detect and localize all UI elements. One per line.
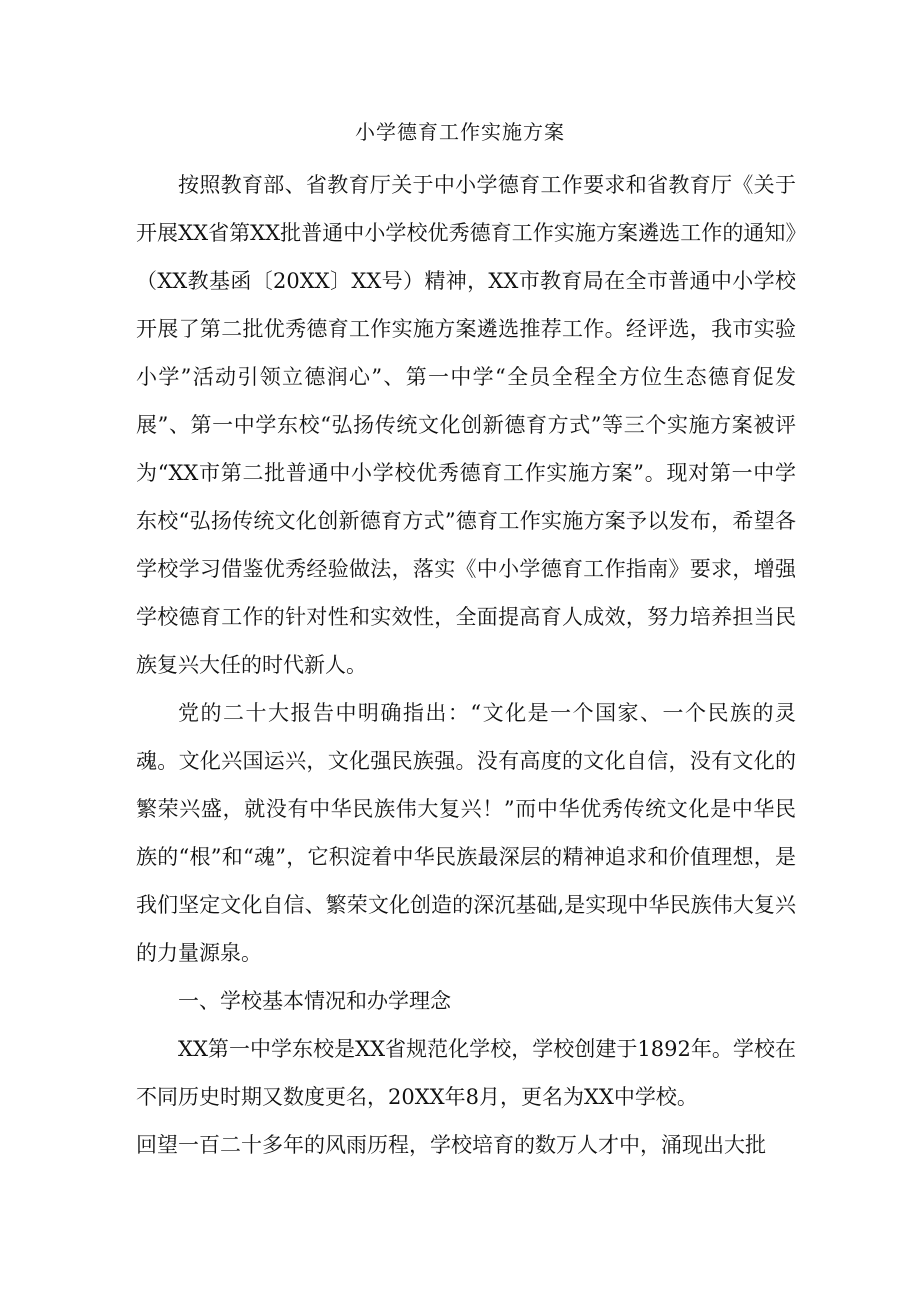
intro-paragraph: 按照教育部、省教育厅关于中小学德育工作要求和省教育厅《关于开展XX省第XX批普通中小学校优秀德育工作实施方案遴选工作的通知》（XX教基函〔20XX〕XX号）精神，XX市教育局在全市普通中小学校开展了第二批优秀德育工作实施方案遴选推荐工作。经评选，我市实验小学”活动引领立德润心”、第一中学“全员全程全方位生态德育促发展”、第一中学东校“弘扬传统文化创新德育方式”等三个实施方案被评为“XX市第二批普通中小学校优秀德育工作实施方案”。现对第一中学东校“弘扬传统文化创新德育方式”德育工作实施方案予以发布，希望各学校学习借鉴优秀经验做法，落实《中小学德育工作指南》要求，增强学校德育工作的针对性和实效性，全面提高育人成效，努力培养担当民族复兴大任的时代新人。	[136, 173, 796, 677]
document-title: 小学德育工作实施方案	[355, 120, 565, 144]
school-info-paragraph: XX第一中学东校是XX省规范化学校，学校创建于1892年。学校在不同历史时期又数度更名，20XX年8月，更名为XX中学校。	[136, 1037, 796, 1109]
section-heading: 一、学校基本情况和办学理念	[178, 989, 451, 1013]
history-paragraph: 回望一百二十多年的风雨历程，学校培育的数万人才中，涌现出大批	[136, 1133, 766, 1157]
culture-paragraph: 党的二十大报告中明确指出：“文化是一个国家、一个民族的灵魂。文化兴国运兴，文化强民族强。没有高度的文化自信，没有文化的繁荣兴盛，就没有中华民族伟大复兴！”而中华优秀传统文化是中华民族的“根”和“魂”，它积淀着中华民族最深层的精神追求和价值理想，是我们坚定文化自信、繁荣文化创造的深沉基础,是实现中华民族伟大复兴的力量源泉。	[136, 701, 796, 965]
